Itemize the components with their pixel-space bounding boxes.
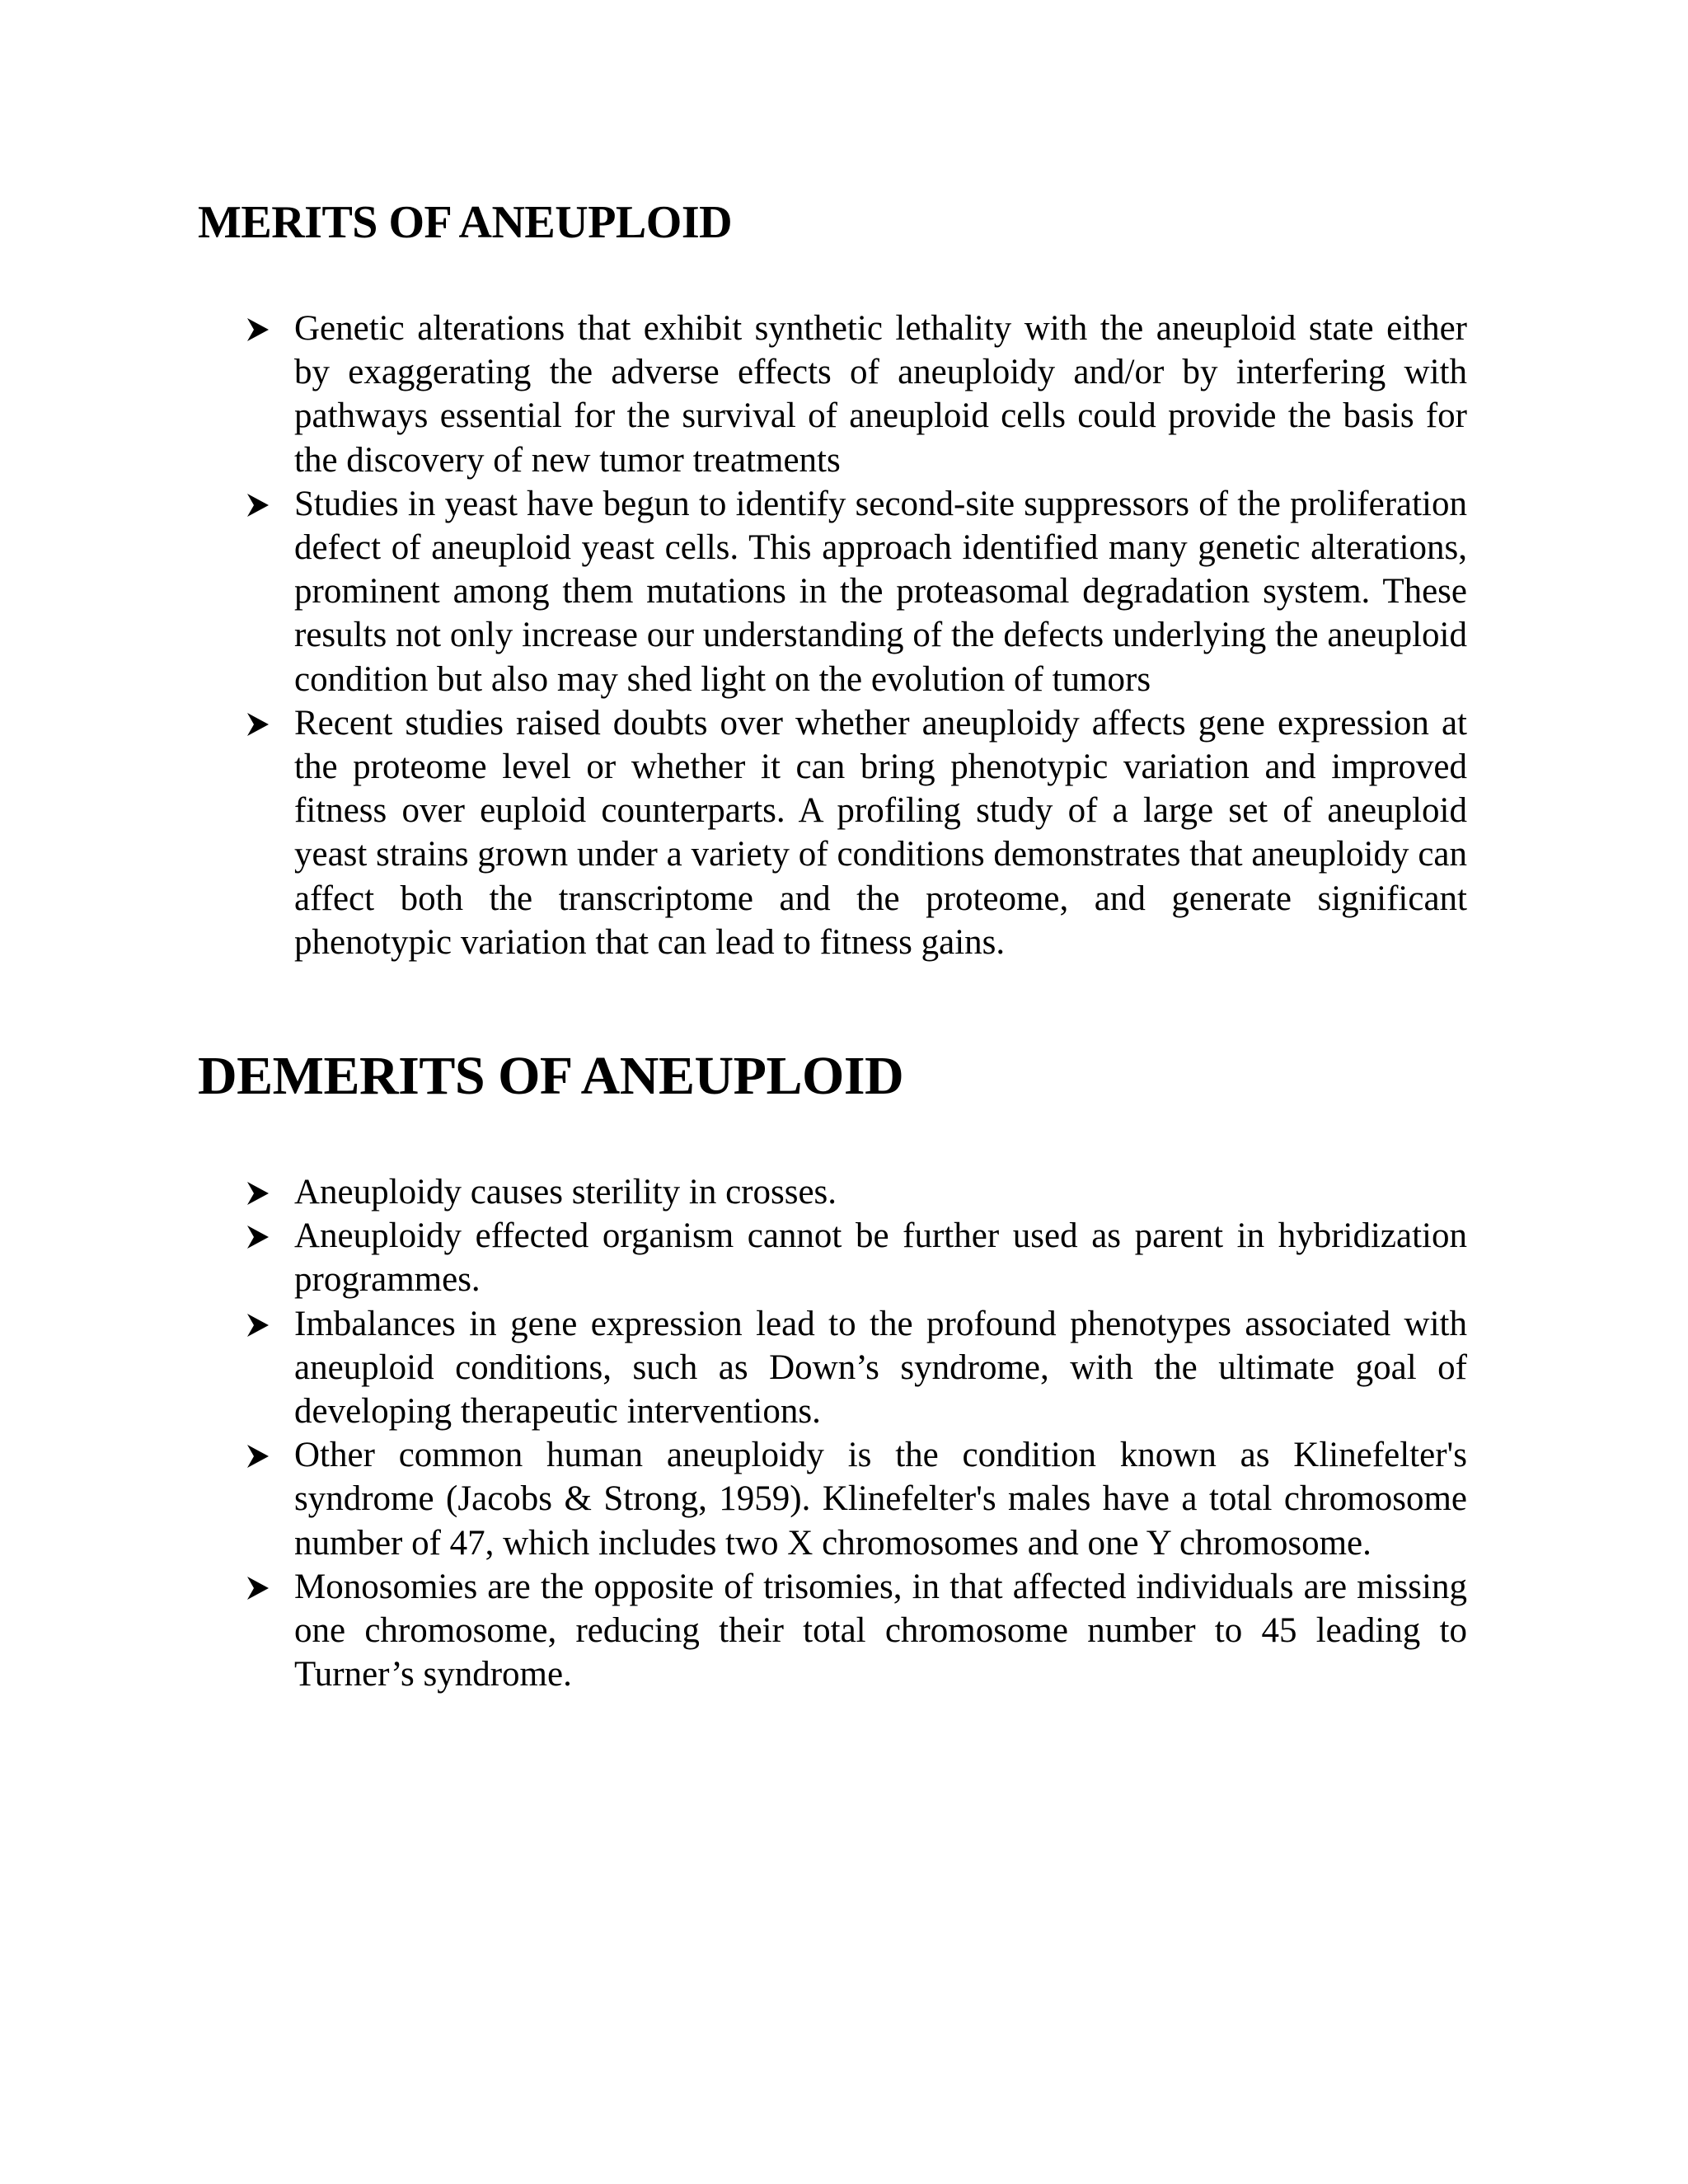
arrowhead-bullet-icon bbox=[246, 317, 270, 342]
merits-list-item bbox=[0, 482, 1467, 701]
arrowhead-bullet-icon bbox=[246, 1444, 270, 1469]
merits-list-item bbox=[0, 701, 1467, 964]
arrowhead-bullet-icon bbox=[246, 493, 270, 518]
arrowhead-bullet-icon bbox=[246, 1225, 270, 1249]
demerits-list-item bbox=[0, 1302, 1467, 1434]
demerits-item-text: Other common human aneuploidy is the condition known as Klinefelter's syndrome (Jacobs & Strong, 1959). Klinefelter's males have a total chromosome number of 47, which includes two X chromosomes and one Y chromosome. bbox=[294, 1436, 1467, 1563]
demerits-list-item bbox=[0, 1433, 1467, 1565]
demerits-list-item bbox=[0, 1214, 1467, 1301]
demerits-heading: DEMERITS OF ANEUPLOID bbox=[198, 1046, 904, 1106]
merits-item-text: Genetic alterations that exhibit synthetic lethality with the aneuploid state either by exaggerating the adverse effects of aneuploidy and/or by interfering with pathways essential for the survival of aneuploid cells could provide the basis for the discovery of new tumor treatments bbox=[294, 309, 1467, 480]
demerits-list-item bbox=[0, 1565, 1467, 1697]
demerits-item-text: Aneuploidy effected organism cannot be further used as parent in hybridization programmes. bbox=[294, 1216, 1467, 1300]
merits-list-item bbox=[0, 307, 1467, 482]
merits-list bbox=[0, 307, 1467, 964]
demerits-list bbox=[0, 1170, 1467, 1696]
demerits-item-text: Aneuploidy causes sterility in crosses. bbox=[294, 1173, 837, 1212]
demerits-list-item bbox=[0, 1170, 1467, 1214]
arrowhead-bullet-icon bbox=[246, 1313, 270, 1338]
merits-item-text: Studies in yeast have begun to identify second-site suppressors of the proliferation defect of aneuploid yeast cells. This approach identified many genetic alterations, prominent among them mutations in the proteasomal degradation system. These results not only increase our understanding of the defects underlying the aneuploid condition but also may shed light on the evolution of tumors bbox=[294, 484, 1467, 699]
demerits-item-text: Imbalances in gene expression lead to the profound phenotypes associated with aneuploid conditions, such as Down’s syndrome, with the ultimate goal of developing therapeutic interventions. bbox=[294, 1304, 1467, 1432]
merits-heading: MERITS OF ANEUPLOID bbox=[198, 197, 733, 248]
arrowhead-bullet-icon bbox=[246, 1181, 270, 1206]
arrowhead-bullet-icon bbox=[246, 1576, 270, 1601]
demerits-item-text: Monosomies are the opposite of trisomies, in that affected individuals are missing one chromosome, reducing their total chromosome number to 45 leading to Turner’s syndrome. bbox=[294, 1567, 1467, 1694]
arrowhead-bullet-icon bbox=[246, 712, 270, 737]
merits-item-text: Recent studies raised doubts over whether aneuploidy affects gene expression at the proteome level or whether it can bring phenotypic variation and improved fitness over euploid counterparts. A profiling study of a large set of aneuploid yeast strains grown under a variety of conditions demonstrates that aneuploidy can affect both the transcriptome and the proteome, and generate significant phenotypic variation that can lead to fitness gains. bbox=[294, 703, 1467, 962]
